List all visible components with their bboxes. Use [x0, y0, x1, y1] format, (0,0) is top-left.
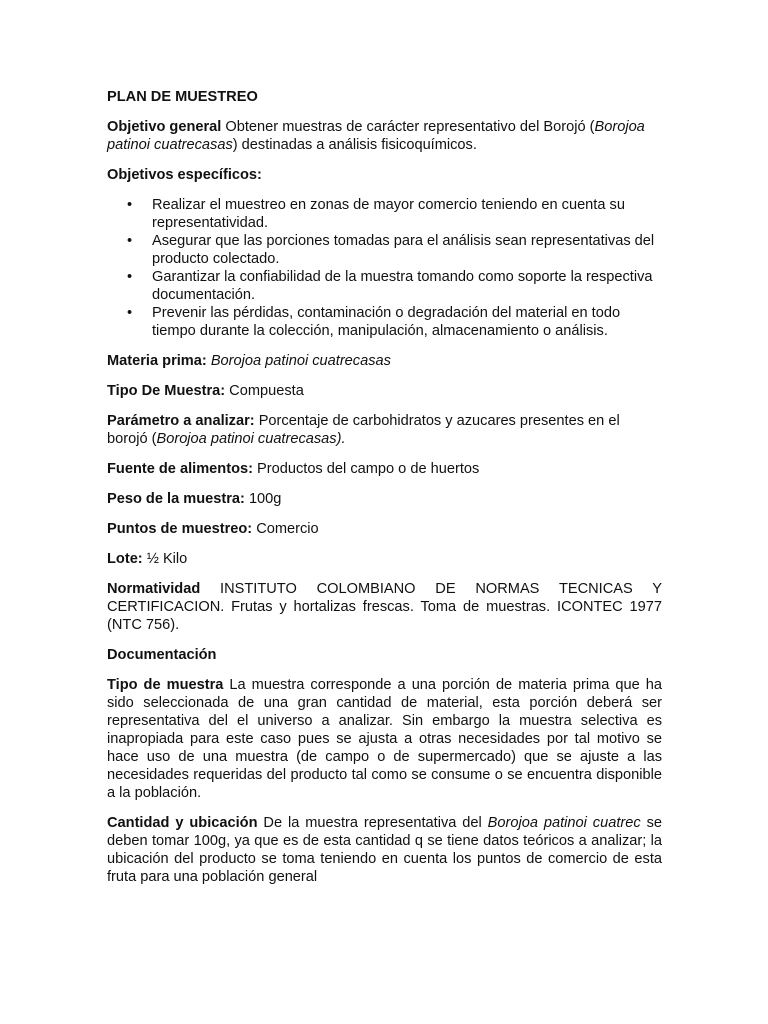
cantidad-species: Borojoa patinoi cuatrec: [487, 815, 641, 831]
list-item: [107, 232, 662, 268]
materia-prima-label: Materia prima:: [107, 353, 207, 369]
parametro-label: Parámetro a analizar:: [107, 413, 255, 429]
tipo-muestra-label: Tipo De Muestra:: [107, 383, 226, 399]
documentacion-heading: [107, 646, 662, 664]
normatividad-paragraph: [107, 580, 662, 634]
tipo-muestra-paragraph: [107, 382, 662, 400]
list-item: [107, 196, 662, 232]
objetivo-general-label: Objetivo general: [107, 119, 222, 135]
list-item-text: Realizar el muestreo en zonas de mayor comercio teniendo en cuenta su representatividad.: [152, 197, 625, 231]
tipo-de-muestra-label: Tipo de muestra: [107, 677, 224, 693]
normatividad-value: INSTITUTO COLOMBIANO DE NORMAS TECNICAS Y CERTIFICACION. Frutas y hortalizas frescas. Toma de muestras. ICONTEC 1977 (NTC 756).: [107, 581, 662, 633]
objetivo-general-text-2: ) destinadas a análisis fisicoquímicos.: [232, 137, 477, 153]
document-body: [107, 88, 662, 898]
fuente-paragraph: [107, 460, 662, 478]
parametro-paragraph: [107, 412, 662, 448]
objetivo-general-text-1: Obtener muestras de carácter representativo del Borojó (: [221, 119, 595, 135]
objetivo-general-paragraph: [107, 118, 662, 154]
puntos-value: Comercio: [252, 521, 319, 537]
fuente-label: Fuente de alimentos:: [107, 461, 253, 477]
cantidad-text-1: De la muestra representativa del: [257, 815, 488, 831]
tipo-de-muestra-paragraph: [107, 676, 662, 802]
cantidad-label: Cantidad y ubicación: [107, 815, 258, 831]
bullet-icon: •: [127, 305, 133, 321]
lote-label: Lote:: [107, 551, 143, 567]
puntos-paragraph: [107, 520, 662, 538]
puntos-label: Puntos de muestreo:: [107, 521, 253, 537]
objetivos-especificos-label: Objetivos específicos:: [107, 167, 262, 183]
list-item-text: Garantizar la confiabilidad de la muestra tomando como soporte la respectiva documentación.: [152, 269, 653, 303]
list-item-text: Prevenir las pérdidas, contaminación o degradación del material en todo tiempo durante la colección, manipulación, almacenamiento o análisis.: [152, 305, 621, 339]
parametro-text-1: Porcentaje de carbohidratos y azucares presentes en el borojó (: [107, 413, 620, 447]
documentacion-label: Documentación: [107, 647, 217, 663]
objetivos-especificos-list: [107, 196, 662, 340]
materia-prima-value: Borojoa patinoi cuatrecasas: [206, 353, 391, 369]
list-item-text: Asegurar que las porciones tomadas para el análisis sean representativas del producto colectado.: [152, 233, 655, 267]
bullet-icon: •: [127, 269, 133, 285]
normatividad-label: Normatividad: [107, 581, 201, 597]
peso-value: 100g: [244, 491, 282, 507]
objetivo-general-species: Borojoa patinoi cuatrecasas: [107, 119, 645, 153]
tipo-muestra-value: Compuesta: [225, 383, 304, 399]
fuente-value: Productos del campo o de huertos: [252, 461, 480, 477]
lote-paragraph: [107, 550, 662, 568]
tipo-de-muestra-value: La muestra corresponde a una porción de materia prima que ha sido seleccionada de una gran cantidad de material, esta porción deberá ser representativa del el universo a analizar. Sin embargo la muestra selectiva es inapropiada para este caso pues se ajusta a otras necesidades por tal motivo se hace uso de una muestra (de campo o de supermercado) que se ajuste a las necesidades requeridas del producto tal como se consume o se encuentra disponible a la población.: [107, 677, 662, 801]
cantidad-paragraph: [107, 814, 662, 886]
objetivos-especificos-heading: [107, 166, 662, 184]
peso-paragraph: [107, 490, 662, 508]
bullet-icon: •: [127, 233, 133, 249]
lote-value: ½ Kilo: [142, 551, 188, 567]
bullet-icon: •: [127, 197, 133, 213]
peso-label: Peso de la muestra:: [107, 491, 245, 507]
materia-prima-paragraph: [107, 352, 662, 370]
document-title: PLAN DE MUESTREO: [107, 89, 258, 105]
list-item: [107, 304, 662, 340]
cantidad-text-2: se deben tomar 100g, ya que es de esta cantidad q se tiene datos teóricos a analizar; la ubicación del producto se toma teniendo en cuenta los puntos de comercio de esta fruta para una población general: [107, 815, 662, 885]
parametro-species: Borojoa patinoi cuatrecasas).: [156, 431, 346, 447]
list-item: [107, 268, 662, 304]
